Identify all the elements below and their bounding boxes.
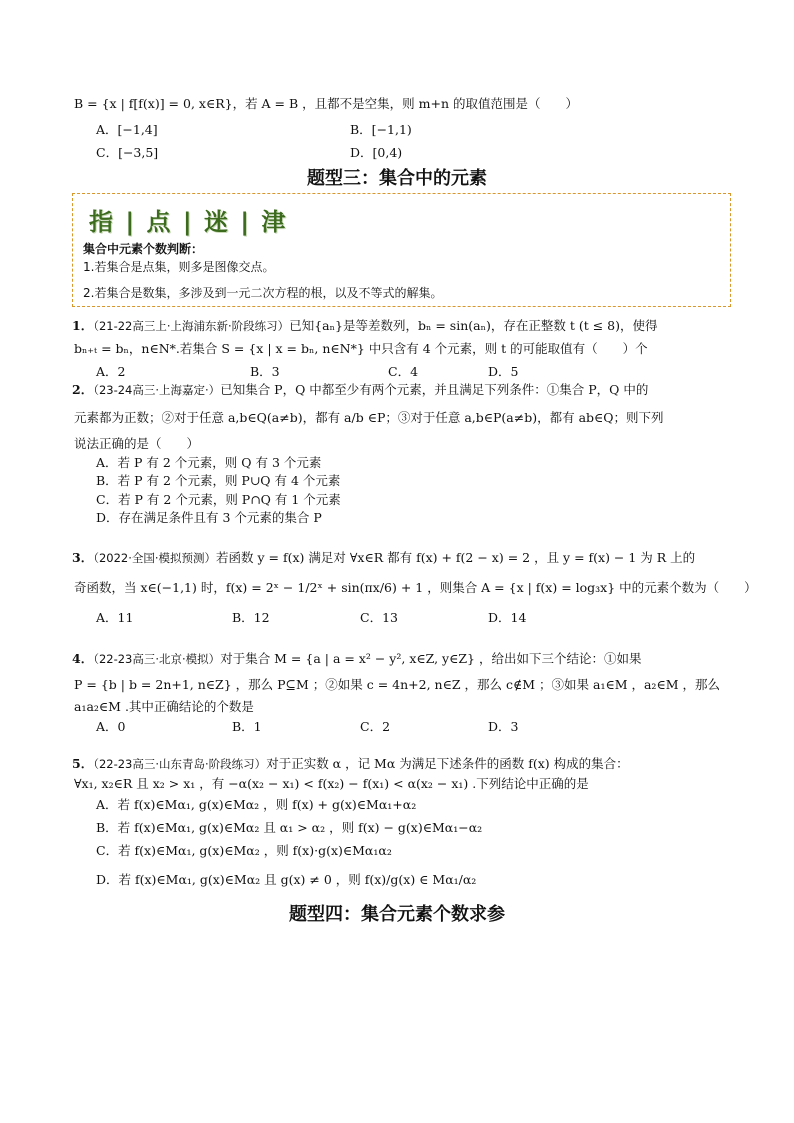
option-b: B．1 [232, 719, 262, 734]
question-text: 已知{aₙ}是等差数列，bₙ = sin(aₙ)，存在正整数 t (t ≤ 8)，使得 [289, 318, 658, 333]
option-d: D．若 f(x)∈Mα₁, g(x)∈Mα₂ 且 g(x) ≠ 0 ，则 f(x)/g(x) ∈ Mα₁/α₂ [96, 872, 477, 887]
option-d: D．3 [488, 719, 519, 734]
tip-title: 指 | 点 | 迷 | 津 [89, 208, 288, 236]
question-2-line [72, 382, 648, 398]
option-c: C．2 [360, 719, 391, 734]
section-title: 题型三：集合中的元素 [307, 168, 487, 189]
question-number: 1． [72, 318, 94, 333]
option-d: D．14 [488, 610, 527, 625]
question-5-line: ∀x₁, x₂∈R 且 x₂ > x₁ ，有 −α(x₂ − x₁) < f(x₂) − f(x₁) < α(x₂ − x₁) .下列结论中正确的是 [74, 776, 589, 791]
tip-box [72, 193, 731, 307]
question-source: （22-23高三·北京·模拟） [93, 652, 221, 666]
question-4-line [72, 651, 641, 667]
option-b: B．12 [232, 610, 270, 625]
option-c: C．若 P 有 2 个元素，则 P∩Q 有 1 个元素 [96, 492, 341, 507]
question-text: 对于正实数 α ，记 Mα 为满足下述条件的函数 f(x) 构成的集合： [266, 756, 629, 771]
option-d: D．存在满足条件且有 3 个元素的集合 P [96, 510, 322, 525]
tip-item: 2.若集合是数集，多涉及到一元二次方程的根，以及不等式的解集。 [83, 286, 443, 300]
question-number: 4． [72, 651, 94, 666]
question-4-line: a₁a₂∈M .其中正确结论的个数是 [74, 699, 254, 714]
option-b: B．若 f(x)∈Mα₁, g(x)∈Mα₂ 且 α₁ > α₂ ，则 f(x) − g(x)∈Mα₁−α₂ [96, 820, 483, 835]
question-1-line: bₙ₊ₜ = bₙ，n∈N*.若集合 S = {x | x = bₙ, n∈N*} 中只含有 4 个元素，则 t 的可能取值有（ ）个 [74, 341, 648, 356]
question-number: 3． [72, 550, 94, 565]
question-continuation-line: B = {x | f[f(x)] = 0, x∈R}，若 A = B ，且都不是空集，则 m+n 的取值范围是（ ） [74, 96, 578, 111]
question-source: （23-24高三·上海嘉定·） [93, 383, 221, 397]
tip-subtitle: 集合中元素个数判断： [83, 242, 204, 256]
section-title: 题型四：集合元素个数求参 [289, 904, 505, 925]
question-5-line [72, 756, 629, 772]
option-d: D．[0,4) [350, 145, 403, 160]
question-2-line: 元素都为正数；②对于任意 a,b∈Q(a≠b)，都有 a/b ∈P；③对于任意 a,b∈P(a≠b)，都有 ab∈Q；则下列 [74, 410, 664, 425]
question-text: 已知集合 P，Q 中都至少有两个元素，并且满足下列条件：①集合 P，Q 中的 [220, 382, 649, 397]
option-a: A．0 [96, 719, 126, 734]
option-c: C．[−3,5] [96, 145, 159, 160]
option-b: B．3 [250, 364, 280, 379]
question-number: 5． [72, 756, 94, 771]
option-b: B．[−1,1) [350, 122, 412, 137]
option-b: B．若 P 有 2 个元素，则 P∪Q 有 4 个元素 [96, 473, 341, 488]
option-a: A．若 P 有 2 个元素，则 Q 有 3 个元素 [96, 455, 322, 470]
question-text: 若函数 y = f(x) 满足对 ∀x∈R 都有 f(x) + f(2 − x) = 2 ，且 y = f(x) − 1 为 R 上的 [216, 550, 696, 565]
question-text: 对于集合 M = {a | a = x² − y², x∈Z, y∈Z} ，给出如下三个结论：①如果 [220, 651, 642, 666]
option-a: A．2 [96, 364, 126, 379]
option-a: A．若 f(x)∈Mα₁, g(x)∈Mα₂ ，则 f(x) + g(x)∈Mα₁+α₂ [96, 797, 417, 812]
option-c: C．4 [388, 364, 419, 379]
option-c: C．13 [360, 610, 398, 625]
question-source: （2022·全国·模拟预测） [93, 551, 217, 565]
option-a: A．[−1,4] [96, 122, 158, 137]
question-1-line [72, 318, 657, 334]
question-3-line [72, 550, 695, 566]
option-d: D．5 [488, 364, 519, 379]
question-number: 2． [72, 382, 94, 397]
question-4-line: P = {b | b = 2n+1, n∈Z} ，那么 P⊆M ；②如果 c = 4n+2, n∈Z ，那么 c∉M ；③如果 a₁∈M ，a₂∈M ，那么 [74, 677, 720, 692]
question-source: （21-22高三上·上海浦东新·阶段练习） [93, 319, 290, 333]
option-a: A．11 [96, 610, 134, 625]
tip-item: 1.若集合是点集，则多是图像交点。 [83, 260, 275, 274]
question-2-line: 说法正确的是（ ） [74, 436, 200, 451]
option-c: C．若 f(x)∈Mα₁, g(x)∈Mα₂ ，则 f(x)·g(x)∈Mα₁α₂ [96, 843, 392, 858]
question-3-line: 奇函数，当 x∈(−1,1) 时，f(x) = 2ˣ − 1/2ˣ + sin(πx/6) + 1 ，则集合 A = {x | f(x) = log₃x} 中的元素个数为（ ） [74, 580, 757, 595]
question-source: （22-23高三·山东青岛·阶段练习） [93, 757, 267, 771]
